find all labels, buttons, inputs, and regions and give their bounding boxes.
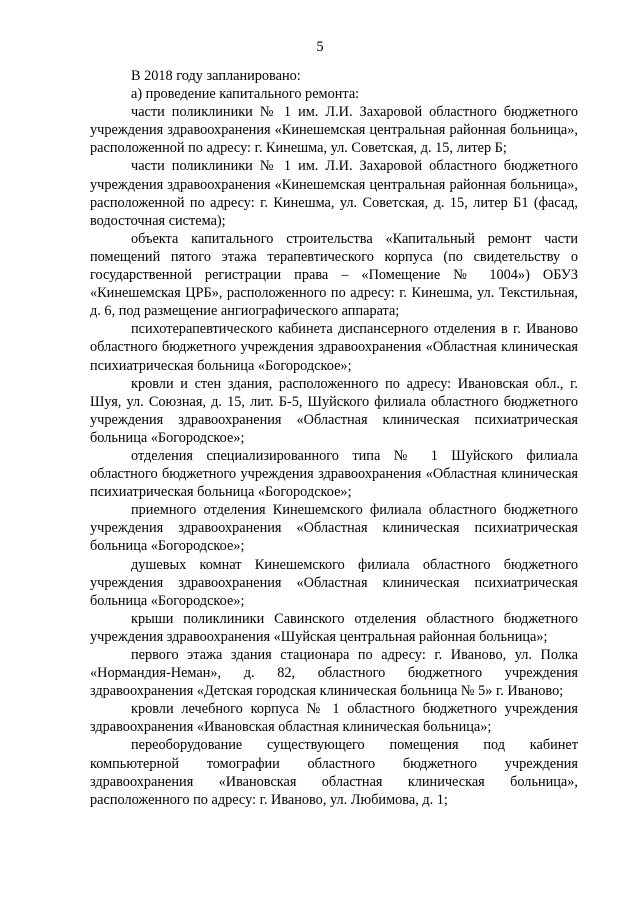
paragraph-savino-roof: крыши поликлиники Савинского отделения областного бюджетного учреждения здравоохранения «Шуйская центральная районная больница»;	[90, 610, 578, 645]
paragraph-shower-rooms: душевых комнат Кинешемского филиала областного бюджетного учреждения здравоохранения «Областная клиническая психиатрическая больница «Богородское»;	[90, 556, 578, 609]
paragraph-ct-room: переоборудование существующего помещения под кабинет компьютерной томографии областного бюджетного учреждения здравоохранения «Ивановская областная клиническая больница», расположенного по адресу: г. Иваново, ул. Любимова, д. 1;	[90, 737, 578, 808]
paragraph-therapeutic-building: объекта капитального строительства «Капитальный ремонт части помещений пятого этажа терапевтического корпуса (по свидетельству о государственной регистрации права – «Помещение № 1004») ОБУЗ «Кинешемская ЦРБ», расположенного по адресу: г. Кинешма, ул. Текстильная, д. 6, под размещение ангиографического аппарата;	[90, 230, 578, 320]
paragraph-regional-hospital-roof: кровли лечебного корпуса № 1 областного бюджетного учреждения здравоохранения «Ивановская областная клиническая больница»;	[90, 701, 578, 736]
paragraph-roof-walls-shuya: кровли и стен здания, расположенного по адресу: Ивановская обл., г. Шуя, ул. Союзная, д. 15, лит. Б-5, Шуйского филиала областного бюджетного учреждения здравоохранения «Областная клиническая психиатрическая больница «Богородское»;	[90, 375, 578, 446]
paragraph-admission-department: приемного отделения Кинешемского филиала областного бюджетного учреждения здравоохранения «Областная клиническая психиатрическая больница «Богородское»;	[90, 502, 578, 555]
paragraph-capital-repair-heading: а) проведение капитального ремонта:	[131, 86, 360, 103]
paragraph-psychotherapy-office: психотерапевтического кабинета диспансерного отделения в г. Иваново областного бюджетного учреждения здравоохранения «Областная клиническая психиатрическая больница «Богородское»;	[90, 321, 578, 374]
paragraph-plan-intro: В 2018 году запланировано:	[131, 68, 301, 84]
page-number: 5	[316, 39, 324, 55]
paragraph-specialized-department: отделения специализированного типа № 1 Шуйского филиала областного бюджетного учреждения здравоохранения «Областная клиническая психиатрическая больница «Богородское»;	[90, 447, 578, 501]
paragraph-polyclinic-liter-b: части поликлиники № 1 им. Л.И. Захаровой областного бюджетного учреждения здравоохранения «Кинешемская центральная районная больница», расположенной по адресу: г. Кинешма, ул. Советская, д. 15, литер Б;	[90, 104, 578, 157]
paragraph-polyclinic-liter-b1: части поликлиники № 1 им. Л.И. Захаровой областного бюджетного учреждения здравоохранения «Кинешемская центральная районная больница», расположенной по адресу: г. Кинешма, ул. Советская, д. 15, литер Б1 (фасад, водосточная система);	[90, 158, 578, 229]
document-body	[90, 67, 578, 809]
paragraph-childrens-hospital: первого этажа здания стационара по адресу: г. Иваново, ул. Полка «Нормандия-Неман», д. 82, областного бюджетного учреждения здравоохранения «Детская городская клиническая больница № 5» г. Иваново;	[90, 647, 578, 700]
